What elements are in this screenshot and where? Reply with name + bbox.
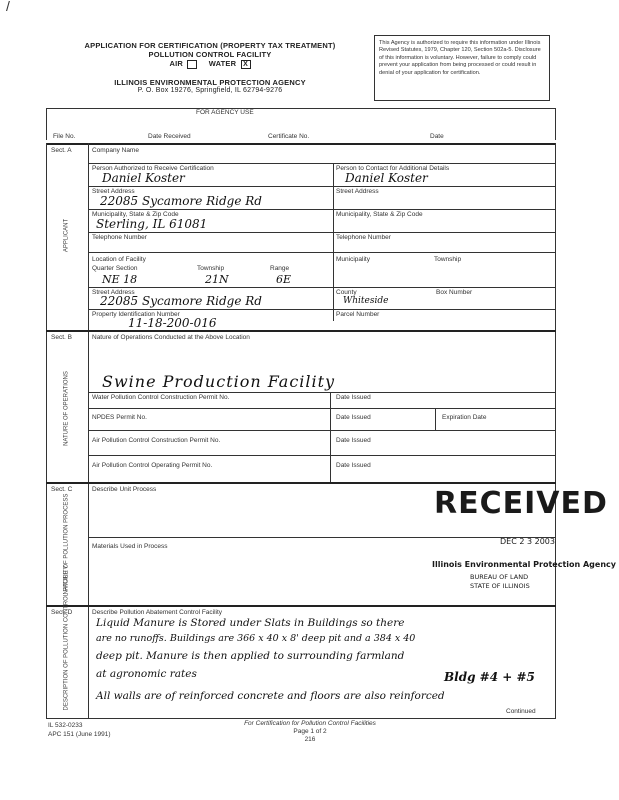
agency-use-label: FOR AGENCY USE: [196, 109, 254, 116]
date-received-label: Date Received: [148, 133, 191, 140]
section-a-label: Sect. A: [51, 147, 72, 154]
street-address-label-2: Street Address: [336, 188, 379, 195]
location-of-facility-label: Location of Facility: [92, 256, 146, 263]
township-value: 21N: [205, 273, 229, 286]
property-id-label: Property Identification Number: [92, 311, 180, 318]
description-line-4: at agronomic rates: [96, 668, 197, 680]
description-line-3: deep pit. Manure is then applied to surrounding farmland: [96, 650, 405, 662]
description-line-1: Liquid Manure is Stored under Slats in Buildings so there: [96, 617, 405, 629]
building-note: Bldg #4 + #5: [444, 670, 535, 684]
certificate-no-label: Certificate No.: [268, 133, 310, 140]
property-id-value: 11-18-200-016: [128, 316, 217, 330]
person-authorized-label: Person Authorized to Receive Certification: [92, 165, 214, 172]
divider: [88, 287, 555, 288]
form-title: APPLICATION FOR CERTIFICATION (PROPERTY TAX TREATMENT): [84, 41, 336, 50]
county-value: Whiteside: [343, 296, 389, 306]
divider: [88, 309, 555, 310]
received-date: DEC 2 3 2003: [500, 537, 555, 546]
divider: [88, 392, 555, 393]
county-label: County: [336, 289, 357, 296]
received-agency: Illinois Environmental Protection Agency: [432, 560, 616, 569]
section-d-label: Sect. D: [51, 609, 73, 616]
person-contact-label: Person to Contact for Additional Details: [336, 165, 450, 172]
divider: [330, 392, 331, 482]
divider: [46, 605, 556, 607]
divider: [46, 143, 556, 145]
section-d-side-label: DESCRIPTION OF POLLUTION CONTROL FACILITY: [63, 565, 70, 711]
corner-mark: /: [6, 0, 10, 14]
divider: [46, 482, 556, 484]
divider: [88, 252, 555, 253]
page-number: Page 1 of 2: [293, 728, 327, 735]
form-subtitle: POLLUTION CONTROL FACILITY: [148, 50, 272, 59]
describe-facility-label: Describe Pollution Abatement Control Facility: [92, 609, 223, 616]
section-b-side-label: NATURE OF OPERATIONS: [63, 371, 70, 446]
township-header: Township: [197, 265, 225, 272]
divider: [88, 209, 555, 210]
file-no-label: File No.: [53, 133, 76, 140]
received-stamp: RECEIVED: [434, 486, 608, 521]
quarter-section-value: NE 18: [102, 273, 138, 286]
description-line-5: All walls are of reinforced concrete and floors are also reinforced: [96, 690, 445, 702]
section-c-label: Sect. C: [51, 486, 73, 493]
company-name-label: Company Name: [92, 147, 139, 154]
description-line-2: are no runoffs. Buildings are 366 x 40 x 8' deep pit and a 384 x 40: [96, 633, 416, 644]
range-value: 6E: [276, 273, 292, 286]
parcel-number-label: Parcel Number: [336, 311, 380, 318]
date-issued-label: Date Issued: [336, 394, 371, 401]
date-issued-label-4: Date Issued: [336, 462, 371, 469]
nature-of-operations-value: Swine Production Facility: [102, 372, 336, 391]
water-construction-permit-label: Water Pollution Control Construction Permit No.: [92, 394, 230, 401]
npdes-permit-label: NPDES Permit No.: [92, 414, 147, 421]
divider: [88, 455, 555, 456]
range-label: Range: [270, 265, 290, 272]
box-number-label: Box Number: [436, 289, 473, 296]
air-checkbox[interactable]: [187, 60, 197, 69]
divider: [46, 108, 556, 109]
water-checkbox[interactable]: X: [241, 60, 251, 69]
divider: [555, 143, 556, 718]
divider: [46, 330, 556, 332]
privacy-notice: This Agency is authorized to require this information under Illinois Revised Statutes, 1979, Chapter 120, Section 502a-5. Disclosure of this information is voluntary. However, failure to comply could prevent your application from being processed or could result in denial of your application for certification.: [374, 35, 550, 101]
divider: [46, 108, 47, 140]
received-bureau: BUREAU OF LAND: [470, 573, 529, 581]
facility-street-value: 22085 Sycamore Ridge Rd: [100, 294, 262, 308]
divider: [435, 408, 436, 430]
form-id: APC 151 (June 1991): [48, 731, 111, 738]
municipality-label: Municipality, State & Zip Code: [92, 211, 179, 218]
media-selection: [60, 59, 360, 69]
facility-street-label: Street Address: [92, 289, 135, 296]
nature-of-operations-label: Nature of Operations Conducted at the Above Location: [92, 334, 250, 341]
township-label: Township: [434, 256, 462, 263]
municipality-facility-label: Municipality: [336, 256, 370, 263]
date-issued-label-2: Date Issued: [336, 414, 371, 421]
date-label: Date: [430, 133, 444, 140]
form-number: IL 532-0233: [48, 722, 83, 729]
divider: [88, 163, 555, 164]
municipality-label-2: Municipality, State & Zip Code: [336, 211, 423, 218]
materials-used-label: Materials Used in Process: [92, 543, 168, 550]
person-authorized-value: Daniel Koster: [102, 171, 185, 185]
divider: [88, 408, 555, 409]
divider: [555, 108, 556, 140]
section-a-side-label: APPLICANT: [63, 218, 70, 253]
divider: [46, 143, 47, 718]
expiration-date-label: Expiration Date: [442, 414, 487, 421]
describe-unit-process-label: Describe Unit Process: [92, 486, 157, 493]
person-contact-value: Daniel Koster: [345, 171, 428, 185]
divider: [88, 430, 555, 431]
section-c-side-label: NATURE OF POLLUTION PROCESS: [63, 493, 70, 595]
air-label: AIR: [169, 59, 183, 68]
received-state: STATE OF ILLINOIS: [470, 582, 530, 590]
footer-sub: 216: [304, 736, 316, 743]
divider: [88, 232, 555, 233]
divider: [46, 718, 556, 719]
air-operating-permit-label: Air Pollution Control Operating Permit No.: [92, 462, 213, 469]
divider: [88, 537, 555, 538]
water-label: WATER: [208, 59, 237, 68]
divider: [88, 186, 555, 187]
municipality-value: Sterling, IL 61081: [96, 217, 208, 231]
quarter-section-label: Quarter Section: [92, 265, 138, 272]
section-b-label: Sect. B: [51, 334, 72, 341]
air-construction-permit-label: Air Pollution Control Construction Permit No.: [92, 437, 221, 444]
street-address-label: Street Address: [92, 188, 135, 195]
telephone-label: Telephone Number: [92, 234, 147, 241]
footer-title: For Certification for Pollution Control Facilities: [244, 720, 376, 727]
street-address-value: 22085 Sycamore Ridge Rd: [100, 194, 262, 208]
telephone-label-2: Telephone Number: [336, 234, 391, 241]
continued-note: Continued: [506, 708, 536, 715]
agency-name: ILLINOIS ENVIRONMENTAL PROTECTION AGENCY: [114, 78, 306, 87]
agency-address: P. O. Box 19276, Springfield, IL 62794-9276: [137, 87, 283, 94]
date-issued-label-3: Date Issued: [336, 437, 371, 444]
